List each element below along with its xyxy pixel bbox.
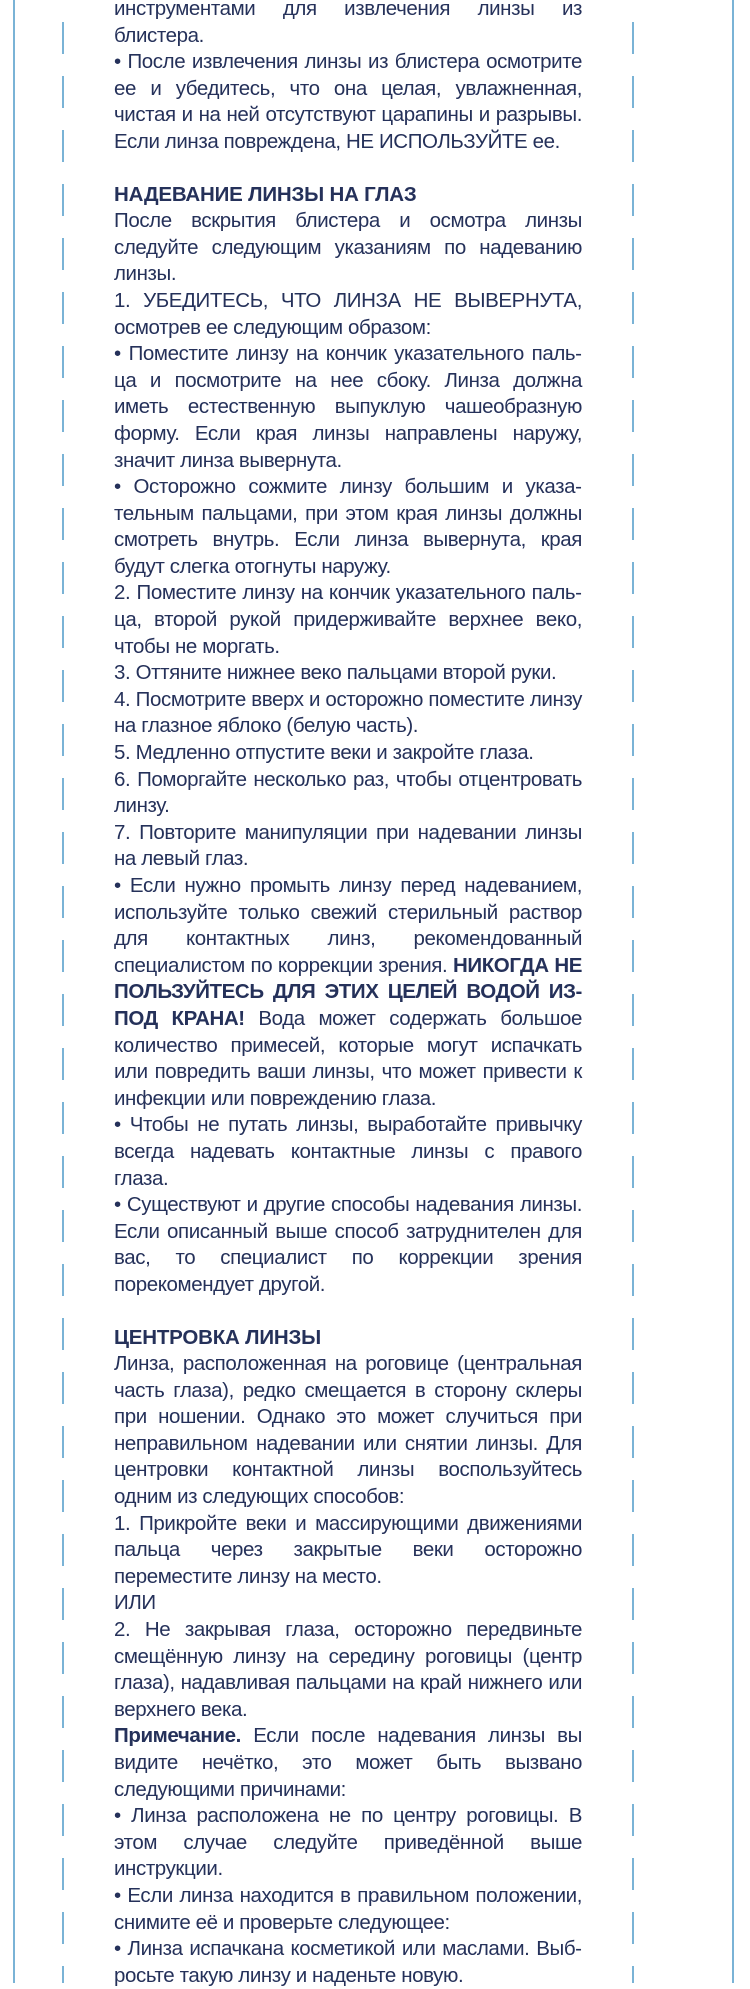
left-dashed-cut-line [62, 0, 64, 1983]
note-label: Примечание. [114, 1724, 241, 1748]
bullet-other-methods: • Существуют и другие способы надевания линзы. Если описанный выше способ затруднителен для вас, то специалист по коррекции зрения порекомендует другой. [114, 1193, 582, 1296]
heading-centering: ЦЕНТРОВКА ЛИНЗЫ [114, 1325, 321, 1349]
paragraph-inspect-lens: • После извлечения линзы из блистера осмотрите ее и убедитесь, что она целая, увлажненная, чистая и на ней отсутствуют царапины и разрывы. Если линза повреждена, НЕ ИСПОЛЬЗУЙТЕ ее. [114, 50, 582, 153]
note-text: Если после надевания линзы вы видите нечётко, это может быть вызвано следующими причинами: [114, 1724, 583, 1801]
cause-check-lens: • Если линза находится в правильном положении, снимите её и проверьте следующее: [114, 1883, 582, 1934]
step-4: 4. Посмотрите вверх и осторожно поместите линзу на глазное яблоко (белую часть). [114, 687, 582, 738]
bullet-rinse-warning [114, 873, 582, 1112]
cause-not-centered: • Линза расположена не по центру роговицы. В этом случае следуйте приведённой выше инструкции. [114, 1804, 582, 1881]
left-border-line [13, 0, 15, 1983]
step-5: 5. Медленно отпустите веки и закройте глаза. [114, 741, 534, 765]
note-paragraph [114, 1723, 582, 1803]
method-1: 1. Прикройте веки и массирующими движениями пальца через закрытые веки осторожно переместите линзу на место. [114, 1511, 582, 1588]
rinse-bold-warning: НИКОГДА НЕ ПОЛЬЗУЙТЕСЬ ДЛЯ ЭТИХ ЦЕЛЕЙ ВОДОЙ ИЗ-ПОД КРАНА! [114, 953, 582, 1030]
paragraph-wearing-intro: После вскрытия блистера и осмотра линзы следуйте следующим указаниям по надеванию линзы. [114, 209, 582, 286]
bullet-squeeze-test: • Осторожно сожмите линзу большим и указательным пальцами, при этом края линзы должны смотреть внутрь. Если линза вывернута, края будут слегка отогнуты наружу. [114, 475, 582, 578]
step-6: 6. Поморгайте несколько раз, чтобы отцентровать линзу. [114, 767, 582, 818]
rinse-text-start: • Если нужно промыть линзу перед надеванием, используйте только свежий стерильный раствор для контактных линз, рекомендованный специалистом по коррекции зрения. [114, 874, 582, 977]
right-dashed-cut-line [632, 0, 634, 1983]
or-separator: ИЛИ [114, 1591, 156, 1615]
step-2: 2. Поместите линзу на кончик указательного пальца, второй рукой придерживайте верхнее веко, чтобы не моргать. [114, 581, 582, 658]
step-7: 7. Повторите манипуляции при надевании линзы на левый глаз. [114, 820, 582, 871]
bullet-habit: • Чтобы не путать линзы, выработайте привычку всегда надевать контактные линзы с правого глаза. [114, 1113, 582, 1190]
paragraph-extraction-tools: инструментами для извлечения линзы из блистера. [114, 0, 582, 47]
step-1: 1. УБЕДИТЕСЬ, ЧТО ЛИНЗА НЕ ВЫВЕРНУТА, осмотрев ее следующим образом: [114, 288, 582, 339]
step-3: 3. Оттяните нижнее веко пальцами второй руки. [114, 661, 557, 685]
heading-wearing-lens: НАДЕВАНИЕ ЛИНЗЫ НА ГЛАЗ [114, 182, 417, 206]
right-border-line [732, 0, 734, 1983]
method-2: 2. Не закрывая глаза, осторожно передвиньте смещённую линзу на середину роговицы (центр глаза), надавливая пальцами на край нижнего или верхнего века. [114, 1618, 582, 1721]
instruction-text-column [114, 0, 582, 1989]
bullet-check-shape: • Поместите линзу на кончик указательного пальца и посмотрите на нее сбоку. Линза должна иметь естественную выпуклую чашеобразную форму. Если края линзы направлены наружу, значит линза вывернута. [114, 342, 582, 472]
paragraph-centering-intro: Линза, расположенная на роговице (центральная часть глаза), редко смещается в сторону склеры при ношении. Однако это может случиться при неправильном надевании или снятии линзы. Для центровки контактной линзы воспользуйтесь одним из следующих способов: [114, 1352, 582, 1509]
rinse-text-end: Вода может содержать большое количество примесей, которые могут испачкать или повредить ваши линзы, что может привести к инфекции или повреждению глаза. [114, 1006, 582, 1110]
cause-dirty-lens: • Линза испачкана косметикой или маслами. Выбросьте такую линзу и наденьте новую. [114, 1937, 582, 1987]
